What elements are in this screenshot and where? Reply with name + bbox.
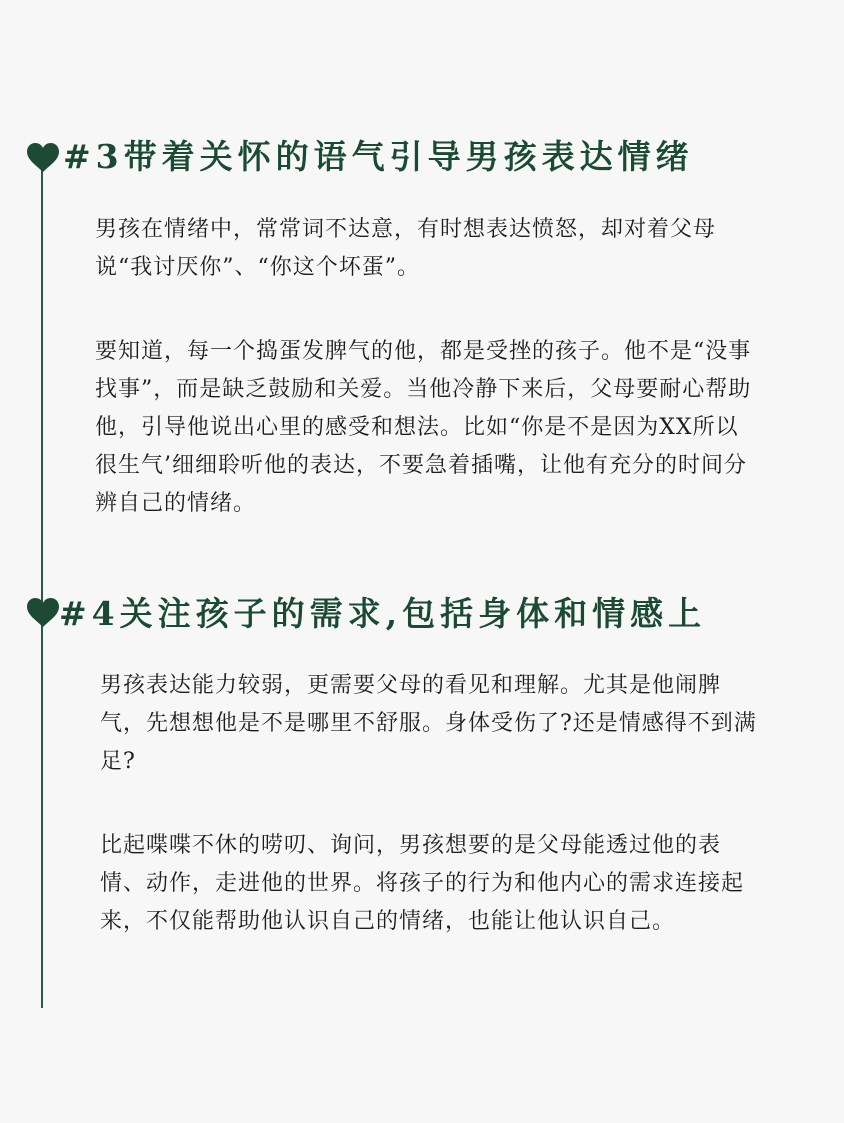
heart-icon [27,143,59,173]
section-4-title: #4关注孩子的需求,包括身体和情感上 [59,594,707,633]
section-3-paragraph-2: 要知道，每一个捣蛋发脾气的他，都是受挫的孩子。他不是“没事找事”，而是缺乏鼓励和关爱。当他冷静下来后，父母要耐心帮助他，引导他说出心里的感受和想法。比如“你是不是因为XX所以很生气’细细聆听他的表达，不要急着插嘴，让他有充分的时间分辨自己的情绪。 [95,339,752,516]
section-3-paragraph-1: 男孩在情绪中，常常词不达意，有时想表达愤怒，却对着父母说“我讨厌你”、“你这个坏蛋”。 [95,217,717,280]
section-4-paragraph-1: 男孩表达能力较弱，更需要父母的看见和理解。尤其是他闹脾气，先想想他是不是哪里不舒服。身体受伤了?还是情感得不到满足? [100,673,757,774]
section-4-paragraph-2: 比起喋喋不休的唠叨、询问，男孩想要的是父母能透过他的表情、动作，走进他的世界。将孩子的行为和他内心的需求连接起来，不仅能帮助他认识自己的情绪，也能让他认识自己。 [100,833,745,934]
heart-icon [27,598,59,628]
section-3-title: #3带着关怀的语气引导男孩表达情绪 [63,137,694,176]
timeline-line [41,160,43,1008]
